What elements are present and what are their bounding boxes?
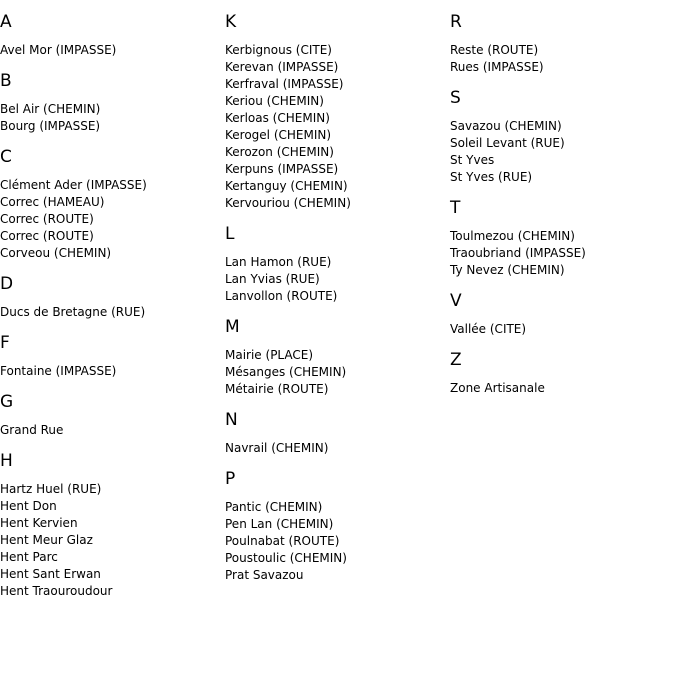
letter-group-g [0,391,225,439]
street-list [0,481,225,600]
letter-group-h [0,450,225,600]
letter-group-p [225,468,450,584]
street-name: Lan Yvias (RUE) [225,272,320,286]
street-name: Soleil Levant (RUE) [450,136,565,150]
street-list [0,177,225,262]
letter-group-v [450,290,675,338]
street-name: St Yves [450,153,495,167]
street-name: Correc (HAMEAU) [0,195,105,209]
street-name: Reste (ROUTE) [450,43,539,57]
street-list [0,42,225,59]
letter-heading: S [450,88,461,108]
street-name: Mairie (PLACE) [225,348,314,362]
letter-group-m [225,316,450,398]
street-list [450,118,675,186]
street-name: Poulnabat (ROUTE) [225,534,340,548]
street-list [225,42,450,212]
street-name: Ducs de Bretagne (RUE) [0,305,146,319]
street-name: Kerfraval (IMPASSE) [225,77,344,91]
letter-heading: V [450,291,462,311]
street-list [0,101,225,135]
street-name: Pantic (CHEMIN) [225,500,323,514]
street-list [225,499,450,584]
street-name: Toulmezou (CHEMIN) [450,229,575,243]
street-list [0,363,225,380]
street-name: Kervouriou (CHEMIN) [225,196,351,210]
letter-heading: G [0,392,14,412]
letter-heading: Z [450,350,462,370]
street-name: Kerloas (CHEMIN) [225,111,330,125]
street-name: Lanvollon (ROUTE) [225,289,338,303]
letter-heading: H [0,451,13,471]
street-name: Bourg (IMPASSE) [0,119,101,133]
street-list [450,380,675,397]
letter-group-d [0,273,225,321]
street-name: Correc (ROUTE) [0,229,94,243]
letter-heading: M [225,317,240,337]
street-name: Kerevan (IMPASSE) [225,60,339,74]
street-name: Clément Ader (IMPASSE) [0,178,147,192]
letter-heading: L [225,224,235,244]
street-name: Kerogel (CHEMIN) [225,128,332,142]
street-list [225,347,450,398]
street-name: Avel Mor (IMPASSE) [0,43,117,57]
street-name: Correc (ROUTE) [0,212,94,226]
street-list [225,440,450,457]
street-name: Hent Meur Glaz [0,533,93,547]
street-list [0,304,225,321]
letter-heading: C [0,147,12,167]
street-name: Kerpuns (IMPASSE) [225,162,339,176]
letter-heading: F [0,333,10,353]
letter-group-r [450,11,675,76]
letter-heading: B [0,71,12,91]
street-list [225,254,450,305]
letter-heading: P [225,469,236,489]
street-name: Kerozon (CHEMIN) [225,145,334,159]
letter-heading: R [450,12,462,32]
street-name: Prat Savazou [225,568,304,582]
letter-group-t [450,197,675,279]
street-name: Corveou (CHEMIN) [0,246,112,260]
index-column-3 [450,11,675,408]
street-name: Kertanguy (CHEMIN) [225,179,348,193]
street-name: Rues (IMPASSE) [450,60,544,74]
street-list [450,321,675,338]
street-list [450,42,675,76]
letter-group-f [0,332,225,380]
letter-heading: D [0,274,14,294]
letter-heading: N [225,410,238,430]
street-name: Traoubriand (IMPASSE) [450,246,586,260]
street-name: Ty Nevez (CHEMIN) [450,263,565,277]
letter-group-k [225,11,450,212]
letter-heading: K [225,12,237,32]
street-name: Zone Artisanale [450,381,545,395]
street-name: Hent Kervien [0,516,78,530]
street-name: Hartz Huel (RUE) [0,482,102,496]
street-name: Métairie (ROUTE) [225,382,329,396]
street-name: Savazou (CHEMIN) [450,119,562,133]
street-name: Lan Hamon (RUE) [225,255,332,269]
index-column-2 [225,11,450,595]
letter-group-a [0,11,225,59]
letter-group-b [0,70,225,135]
letter-heading: T [450,198,461,218]
street-name: Poustoulic (CHEMIN) [225,551,347,565]
letter-group-s [450,87,675,186]
street-name: Hent Parc [0,550,58,564]
street-name: Navrail (CHEMIN) [225,441,329,455]
street-name: Hent Don [0,499,57,513]
street-list [0,422,225,439]
street-name: Mésanges (CHEMIN) [225,365,347,379]
street-name: Pen Lan (CHEMIN) [225,517,334,531]
index-column-1 [0,11,225,611]
street-name: Vallée (CITE) [450,322,527,336]
letter-heading: A [0,12,12,32]
letter-group-n [225,409,450,457]
street-name: Fontaine (IMPASSE) [0,364,117,378]
street-name: Keriou (CHEMIN) [225,94,324,108]
street-name: Bel Air (CHEMIN) [0,102,101,116]
letter-group-c [0,146,225,262]
letter-group-l [225,223,450,305]
street-name: Hent Sant Erwan [0,567,101,581]
street-name: St Yves (RUE) [450,170,533,184]
street-name: Kerbignous (CITE) [225,43,332,57]
street-name: Hent Traouroudour [0,584,113,598]
street-list [450,228,675,279]
letter-group-z [450,349,675,397]
street-name: Grand Rue [0,423,64,437]
